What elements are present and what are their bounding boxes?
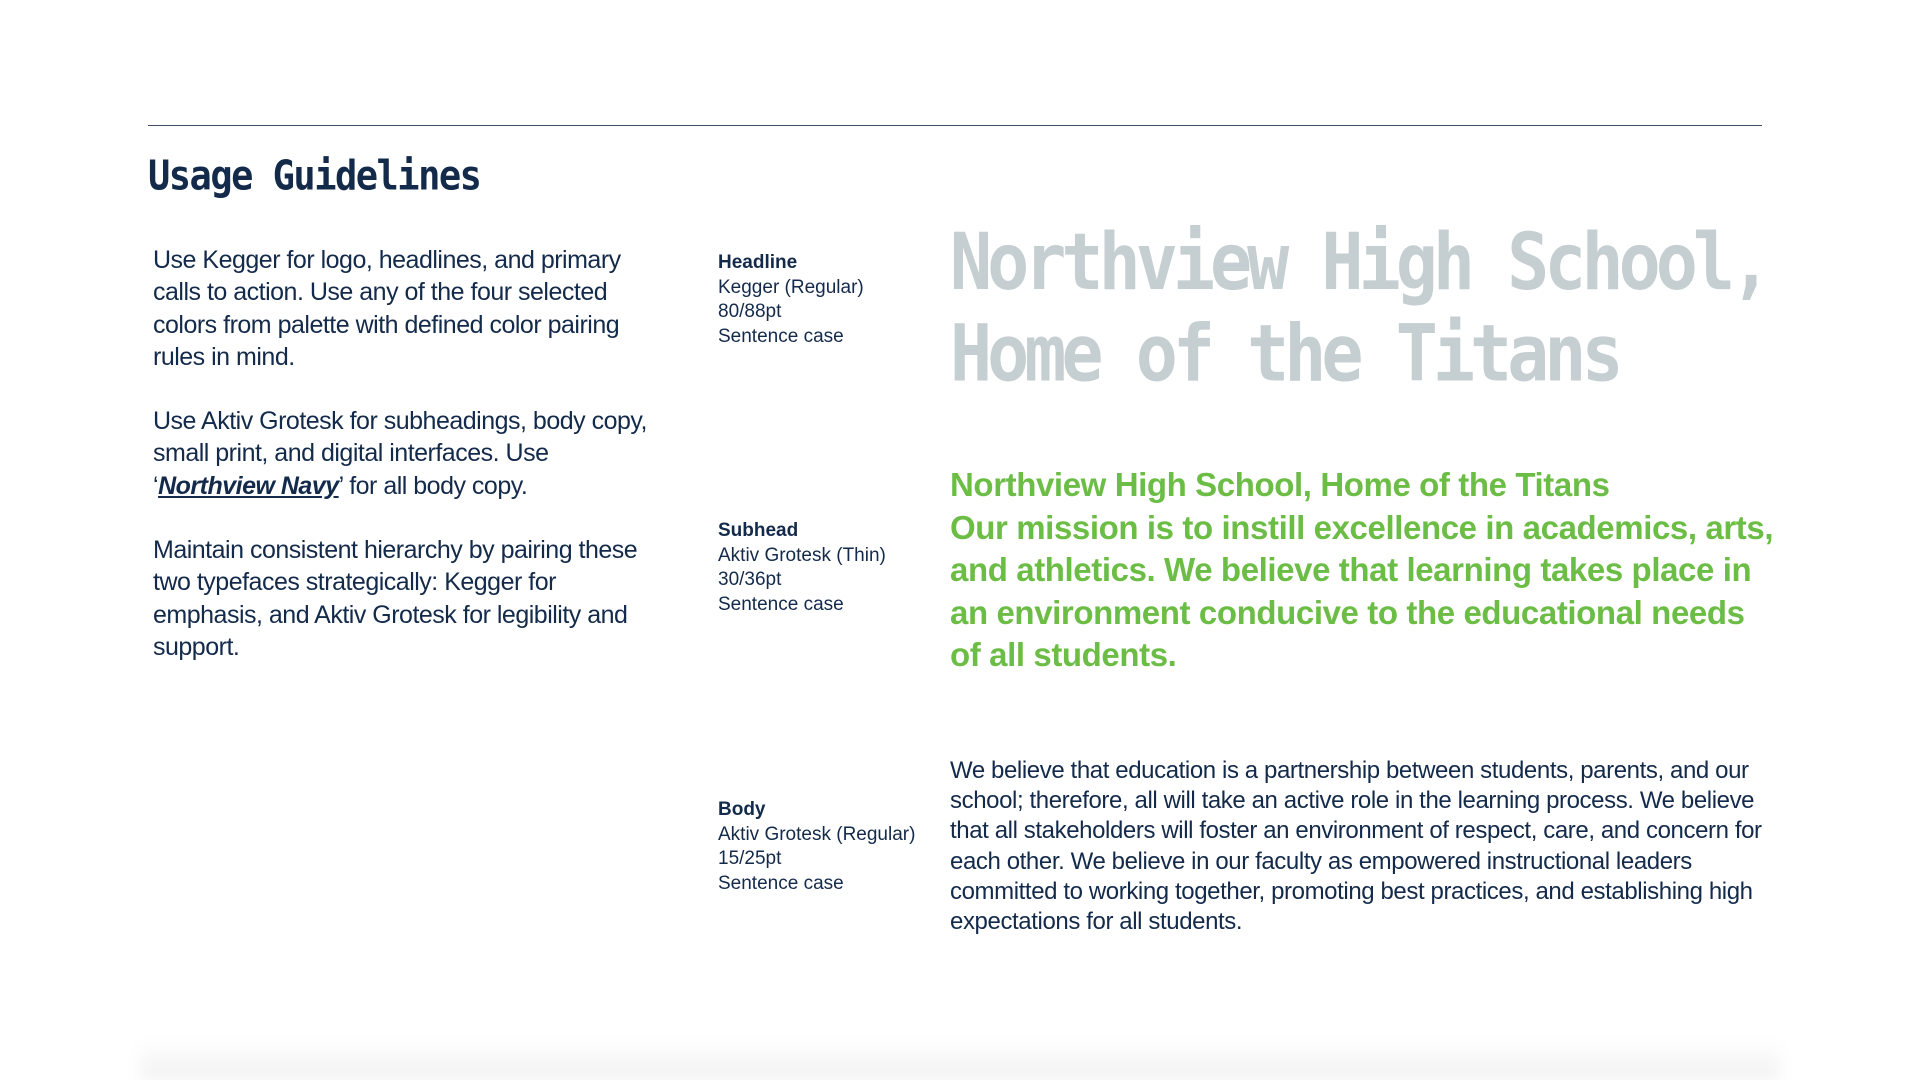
sample-headline: Northview High School, Home of the Titans [950,216,1768,400]
spec-headline-case: Sentence case [718,325,844,347]
sample-subhead-line2: Our mission is to instill excellence in academics, arts, and athletics. We believe that learning takes place in an environment conducive to the educational needs of all students. [950,508,1774,673]
guideline-aktiv-text-end: ’ for all body copy. [338,471,528,500]
bottom-shadow [140,1040,1780,1080]
guideline-aktiv [153,405,653,502]
spec-headline-font: Kegger (Regular) [718,276,864,298]
spec-subhead-size: 30/36pt [718,569,782,590]
spec-subhead-case: Sentence case [718,593,844,615]
spec-body-name: Body [718,799,766,820]
spec-headline [718,251,948,349]
sample-body: We believe that education is a partnership between students, parents, and our school; therefore, all will take an active role in the learning process. We believe that all stakeholders will foster an environment of respect, care, and concern for each other. We believe in our faculty as empowered instructional leaders committed to working together, promoting best practices, and establishing high expectations for all students. [950,757,1762,936]
spec-subhead [718,519,948,617]
guideline-hierarchy: Maintain consistent hierarchy by pairing these two typefaces strategically: Kegger for emphasis, and Aktiv Grotesk for legibility and support. [153,536,638,661]
spec-headline-size: 80/88pt [718,301,782,322]
guideline-kegger: Use Kegger for logo, headlines, and primary calls to action. Use any of the four selected colors from palette with defined color pairing rules in mind. [153,246,621,371]
section-title: Usage Guidelines [148,152,481,200]
spec-headline-name: Headline [718,252,798,273]
spec-body-size: 15/25pt [718,848,782,869]
spec-subhead-font: Aktiv Grotesk (Thin) [718,544,886,566]
spec-body-font: Aktiv Grotesk (Regular) [718,823,916,845]
spec-body [718,798,948,896]
spec-body-case: Sentence case [718,872,844,894]
sample-subhead-line1: Northview High School, Home of the Titans [950,466,1610,503]
usage-guidelines-text [153,244,653,695]
top-divider [148,125,1762,126]
guideline-aktiv-text: Use Aktiv Grotesk for subheadings, body copy, small print, and digital interfaces. Use ‘ [153,407,647,500]
spec-subhead-name: Subhead [718,520,799,541]
sample-subhead [950,464,1780,677]
northview-navy-link[interactable]: Northview Navy [158,471,339,500]
